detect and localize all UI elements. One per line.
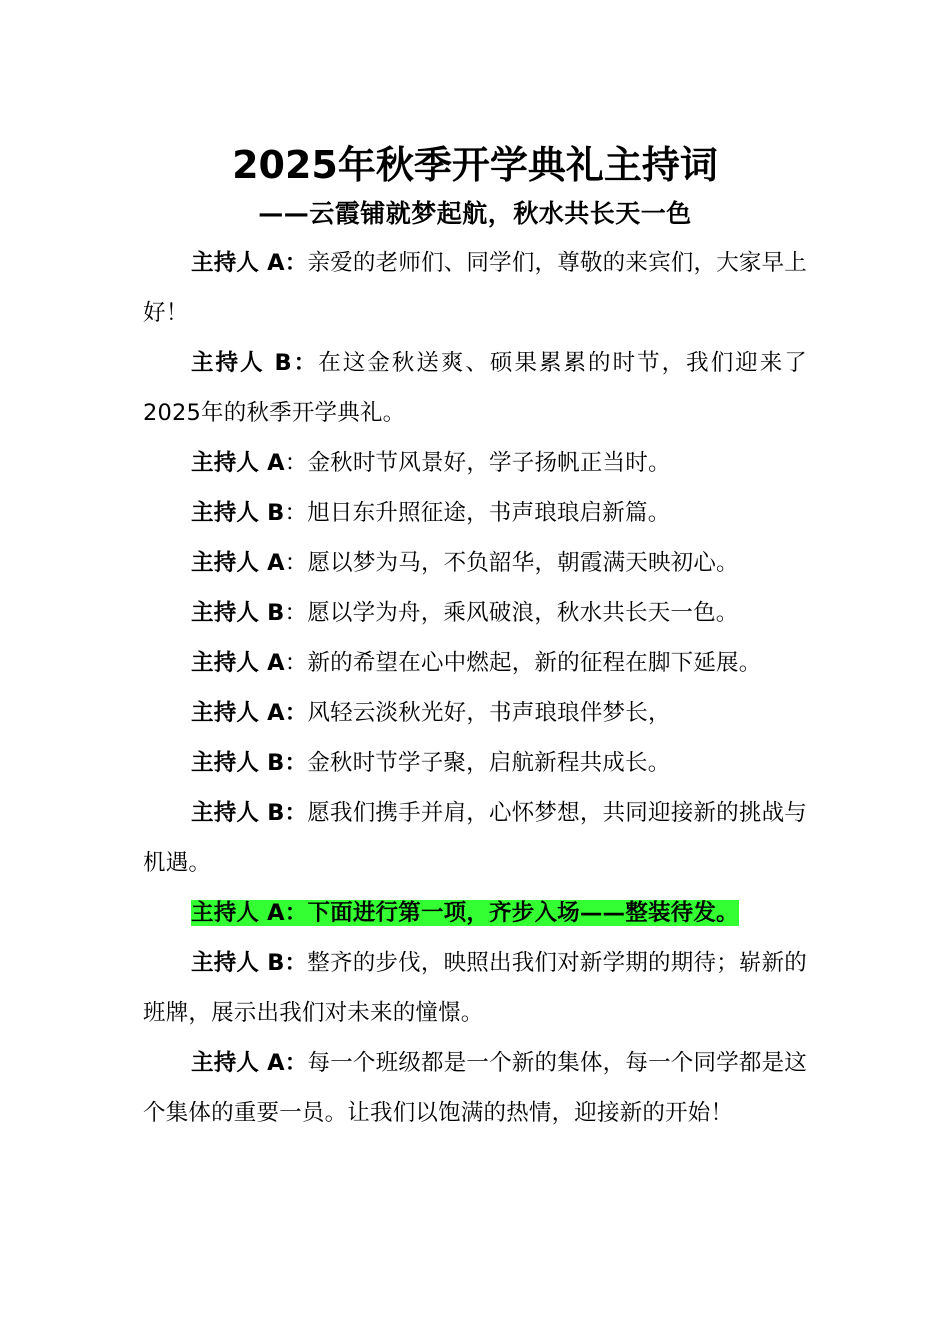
dialogue-paragraph bbox=[143, 438, 807, 488]
dialogue-paragraph bbox=[143, 238, 807, 338]
speaker-label: 主持人 A bbox=[191, 250, 285, 276]
dialogue-paragraph bbox=[143, 338, 807, 438]
speaker-label: 主持人 A bbox=[191, 650, 285, 676]
dialogue-text: 亲爱的老师们、同学们，尊敬的来宾们，大家早上好！ bbox=[143, 250, 808, 326]
dialogue-paragraph bbox=[143, 938, 807, 1038]
speaker-label: 主持人 A bbox=[191, 550, 285, 576]
speaker-colon: ： bbox=[284, 900, 308, 926]
dialogue-paragraph bbox=[143, 488, 807, 538]
speaker-label: 主持人 B bbox=[191, 750, 285, 776]
dialogue-text: 旭日东升照征途，书声琅琅启新篇。 bbox=[307, 500, 671, 526]
dialogue-text: 下面进行第一项，齐步入场——整装待发。 bbox=[307, 900, 739, 926]
document-page bbox=[143, 138, 807, 1138]
script-body bbox=[143, 238, 807, 1138]
dialogue-paragraph bbox=[143, 538, 807, 588]
dialogue-text: 金秋时节学子聚，启航新程共成长。 bbox=[307, 750, 671, 776]
speaker-colon: ： bbox=[284, 800, 308, 826]
dialogue-text: 每一个班级都是一个新的集体，每一个同学都是这个集体的重要一员。让我们以饱满的热情，迎接新的开始！ bbox=[143, 1050, 808, 1126]
speaker-label: 主持人 A bbox=[191, 450, 285, 476]
speaker-colon: ： bbox=[284, 750, 308, 776]
document-subtitle: ——云霞铺就梦起航，秋水共长天一色 bbox=[258, 199, 692, 228]
dialogue-paragraph bbox=[143, 588, 807, 638]
dialogue-text: 风轻云淡秋光好，书声琅琅伴梦长， bbox=[307, 700, 671, 726]
dialogue-text: 愿以梦为马，不负韶华，朝霞满天映初心。 bbox=[307, 550, 739, 576]
dialogue-text: 愿以学为舟，乘风破浪，秋水共长天一色。 bbox=[307, 600, 739, 626]
dialogue-paragraph bbox=[143, 638, 807, 688]
dialogue-paragraph bbox=[143, 788, 807, 888]
dialogue-text: 新的希望在心中燃起，新的征程在脚下延展。 bbox=[307, 650, 762, 676]
speaker-label: 主持人 A bbox=[191, 900, 285, 926]
highlighted-line bbox=[191, 900, 739, 926]
dialogue-text: 愿我们携手并肩，心怀梦想，共同迎接新的挑战与机遇。 bbox=[143, 800, 807, 876]
speaker-label: 主持人 A bbox=[191, 700, 285, 726]
speaker-colon: ： bbox=[284, 450, 308, 476]
dialogue-text: 金秋时节风景好，学子扬帆正当时。 bbox=[307, 450, 671, 476]
dialogue-text: 整齐的步伐，映照出我们对新学期的期待；崭新的班牌，展示出我们对未来的憧憬。 bbox=[143, 950, 807, 1026]
speaker-colon: ： bbox=[284, 500, 308, 526]
speaker-colon: ： bbox=[284, 1050, 308, 1076]
speaker-colon: ： bbox=[284, 600, 308, 626]
dialogue-paragraph bbox=[143, 738, 807, 788]
document-title: 2025年秋季开学典礼主持词 bbox=[232, 143, 718, 187]
dialogue-paragraph bbox=[143, 688, 807, 738]
speaker-label: 主持人 B bbox=[191, 500, 285, 526]
speaker-colon: ： bbox=[284, 250, 308, 276]
dialogue-text: 在这金秋送爽、硕果累累的时节，我们迎来了2025年的秋季开学典礼。 bbox=[143, 350, 807, 426]
speaker-colon: ： bbox=[284, 950, 308, 976]
dialogue-paragraph bbox=[143, 888, 807, 938]
speaker-label: 主持人 A bbox=[191, 1050, 285, 1076]
dialogue-paragraph bbox=[143, 1038, 807, 1138]
speaker-colon: ： bbox=[284, 650, 308, 676]
speaker-label: 主持人 B bbox=[191, 350, 292, 376]
speaker-label: 主持人 B bbox=[191, 950, 285, 976]
speaker-colon: ： bbox=[284, 700, 308, 726]
speaker-label: 主持人 B bbox=[191, 600, 285, 626]
speaker-label: 主持人 B bbox=[191, 800, 285, 826]
speaker-colon: ： bbox=[291, 350, 319, 376]
speaker-colon: ： bbox=[284, 550, 308, 576]
